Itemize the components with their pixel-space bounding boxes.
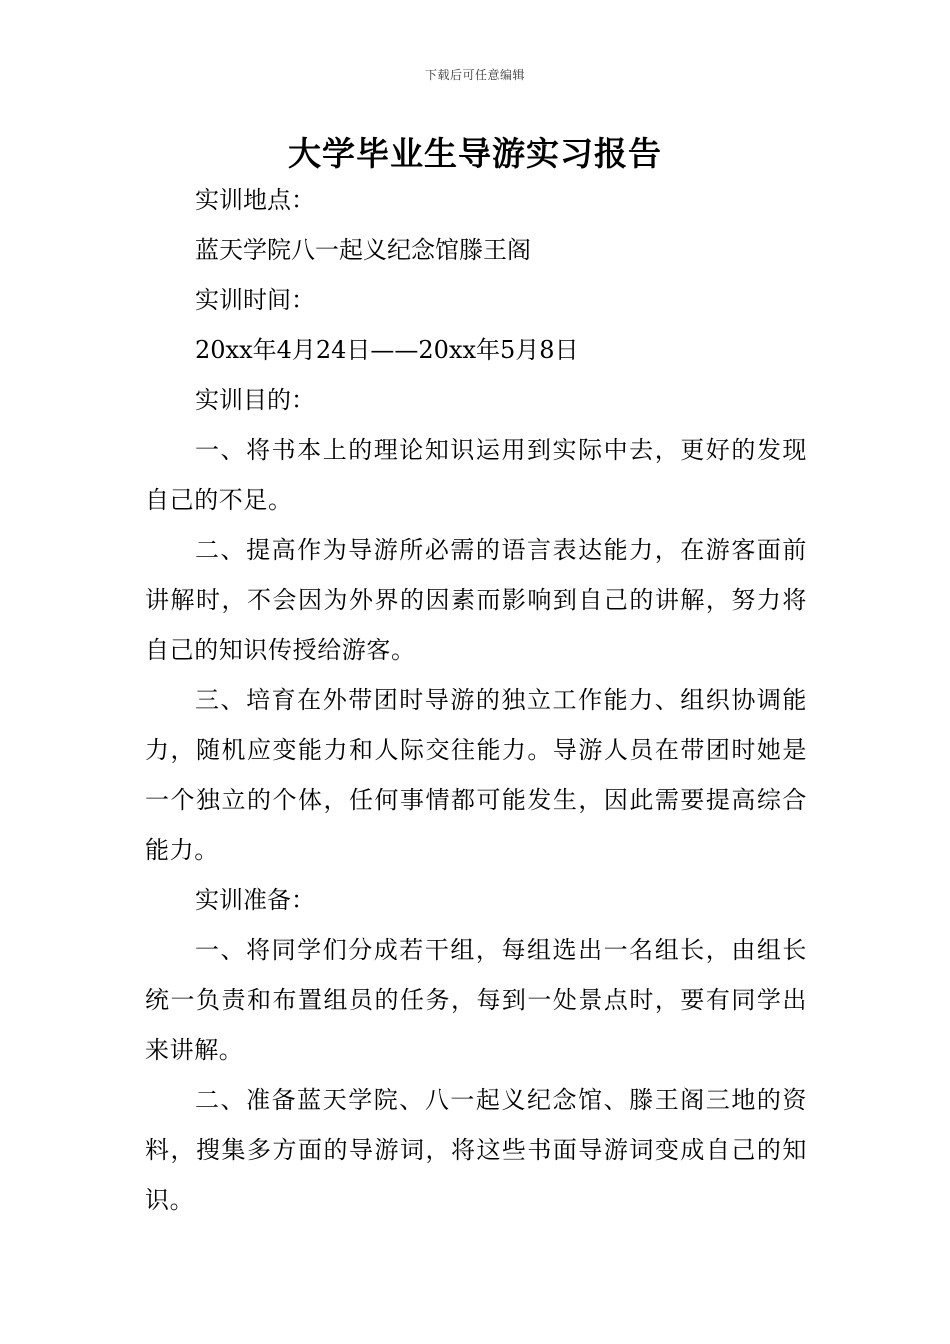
time-value: 20xx年4月24日——20xx年5月8日 xyxy=(195,336,579,364)
header-note: 下载后可任意编辑 xyxy=(424,68,525,82)
time-label: 实训时间： xyxy=(195,286,315,314)
purpose-label: 实训目的： xyxy=(195,386,315,414)
purpose-item-1: 一、将书本上的理论知识运用到实际中去，更好的发现自己的不足。 xyxy=(145,436,807,514)
prep-item-2: 二、准备蓝天学院、八一起义纪念馆、滕王阁三地的资料，搜集多方面的导游词，将这些书面导游词变成自己的知识。 xyxy=(145,1086,807,1214)
location-value: 蓝天学院八一起义纪念馆滕王阁 xyxy=(195,236,531,264)
document-body xyxy=(145,175,807,1225)
purpose-item-3: 三、培育在外带团时导游的独立工作能力、组织协调能力，随机应变能力和人际交往能力。导游人员在带团时她是一个独立的个体，任何事情都可能发生，因此需要提高综合能力。 xyxy=(145,686,807,864)
location-label: 实训地点： xyxy=(195,186,315,214)
purpose-item-2: 二、提高作为导游所必需的语言表达能力，在游客面前讲解时，不会因为外界的因素而影响到自己的讲解，努力将自己的知识传授给游客。 xyxy=(145,536,807,664)
document-title: 大学毕业生导游实习报告 xyxy=(288,134,662,173)
prep-item-1: 一、将同学们分成若干组，每组选出一名组长，由组长统一负责和布置组员的任务，每到一处景点时，要有同学出来讲解。 xyxy=(145,936,807,1064)
prep-label: 实训准备： xyxy=(195,886,315,914)
